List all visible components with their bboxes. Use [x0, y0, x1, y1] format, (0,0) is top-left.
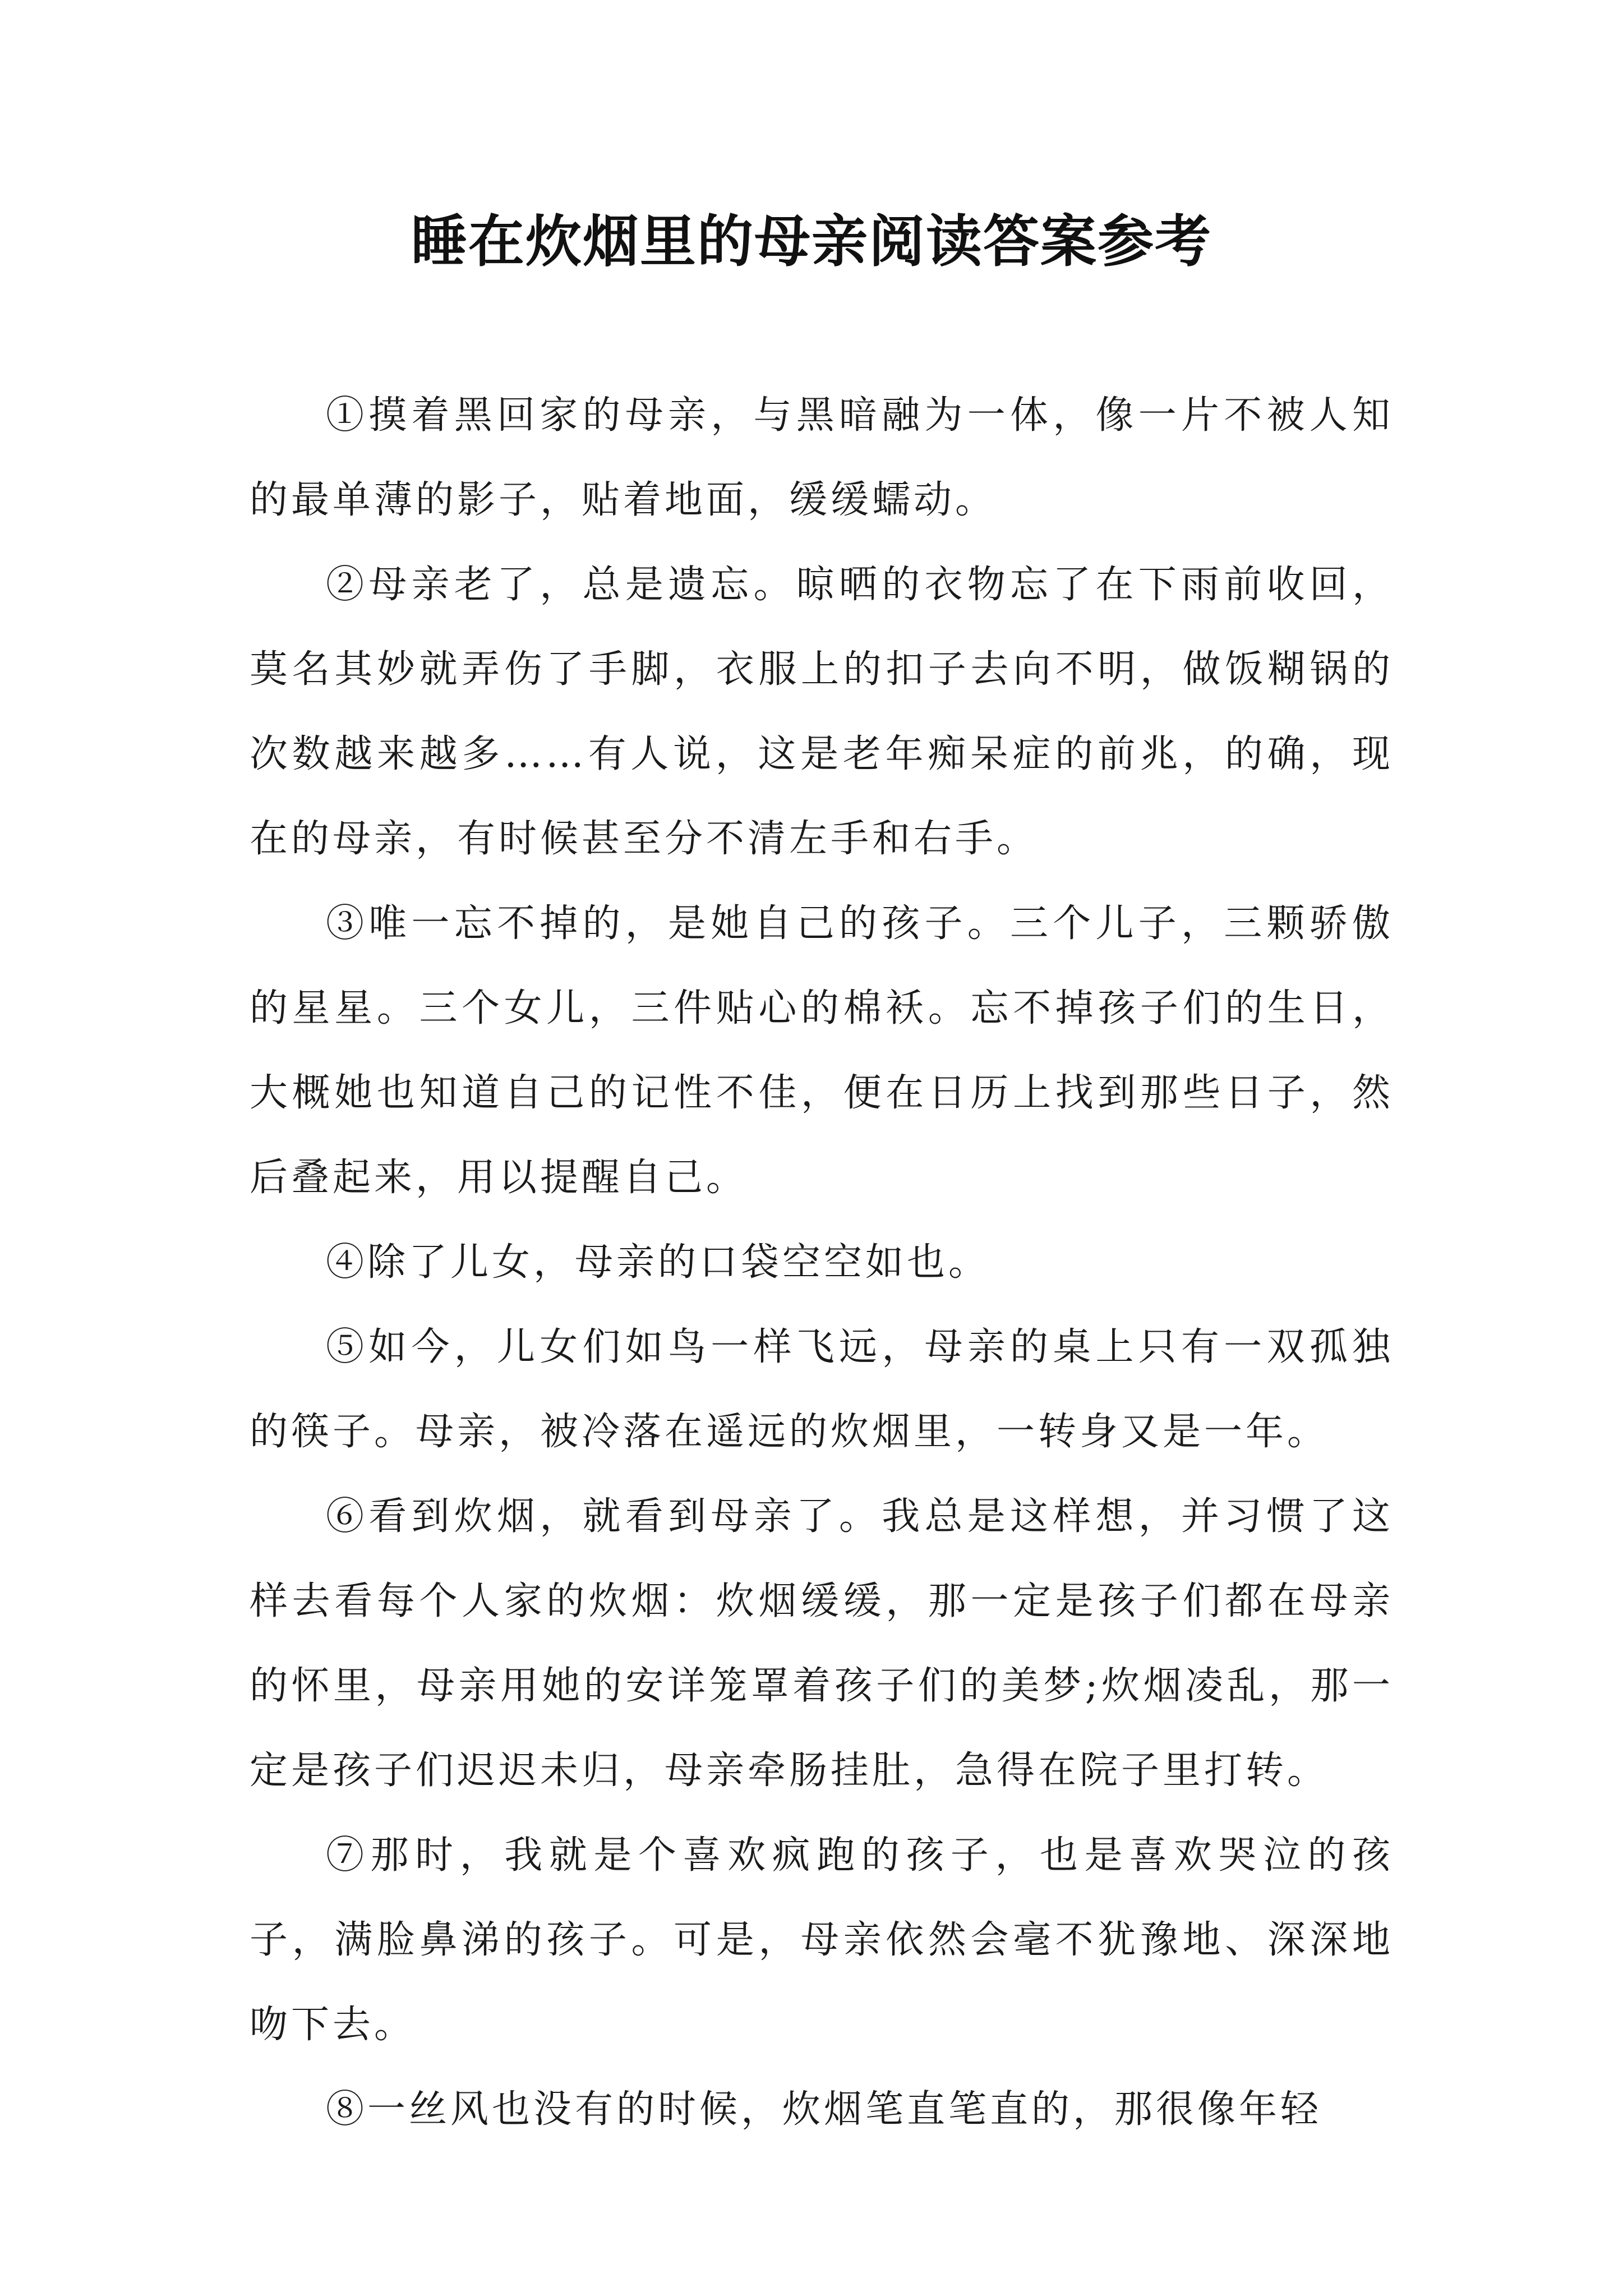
paragraph-4: ④除了儿女，母亲的口袋空空如也。: [326, 1240, 990, 1285]
paragraph-3: ③唯一忘不掉的，是她自己的孩子。三个儿子，三颗骄傲的星星。三个女儿，三件贴心的棉袄。忘不掉孩子们的生日，大概她也知道自己的记性不佳，便在日历上找到那些日子，然后叠起来，用以提醒自己。: [250, 901, 1394, 1200]
paragraph-5: ⑤如今，儿女们如鸟一样飞远，母亲的桌上只有一双孤独的筷子。母亲，被冷落在遥远的炊烟里，一转身又是一年。: [250, 1325, 1394, 1454]
paragraph-2: ②母亲老了，总是遗忘。晾晒的衣物忘了在下雨前收回，莫名其妙就弄伤了手脚，衣服上的扣子去向不明，做饭糊锅的次数越来越多……有人说，这是老年痴呆症的前兆，的确，现在的母亲，有时候甚至分不清左手和右手。: [250, 563, 1394, 861]
paragraph-6: ⑥看到炊烟，就看到母亲了。我总是这样想，并习惯了这样去看每个人家的炊烟：炊烟缓缓，那一定是孩子们都在母亲的怀里，母亲用她的安详笼罩着孩子们的美梦;炊烟凌乱，那一定是孩子们迟迟未归，母亲牵肠挂肚，急得在院子里打转。: [250, 1494, 1394, 1793]
article-body: [250, 373, 1394, 2152]
paragraph-1: ①摸着黑回家的母亲，与黑暗融为一体，像一片不被人知的最单薄的影子，贴着地面，缓缓蠕动。: [250, 393, 1394, 522]
paragraph-7: ⑦那时，我就是个喜欢疯跑的孩子，也是喜欢哭泣的孩子，满脸鼻涕的孩子。可是，母亲依然会毫不犹豫地、深深地吻下去。: [250, 1833, 1394, 2047]
document-title: 睡在炊烟里的母亲阅读答案参考: [411, 208, 1212, 274]
paragraph-8: ⑧一丝风也没有的时候，炊烟笔直笔直的，那很像年轻: [326, 2087, 1322, 2132]
